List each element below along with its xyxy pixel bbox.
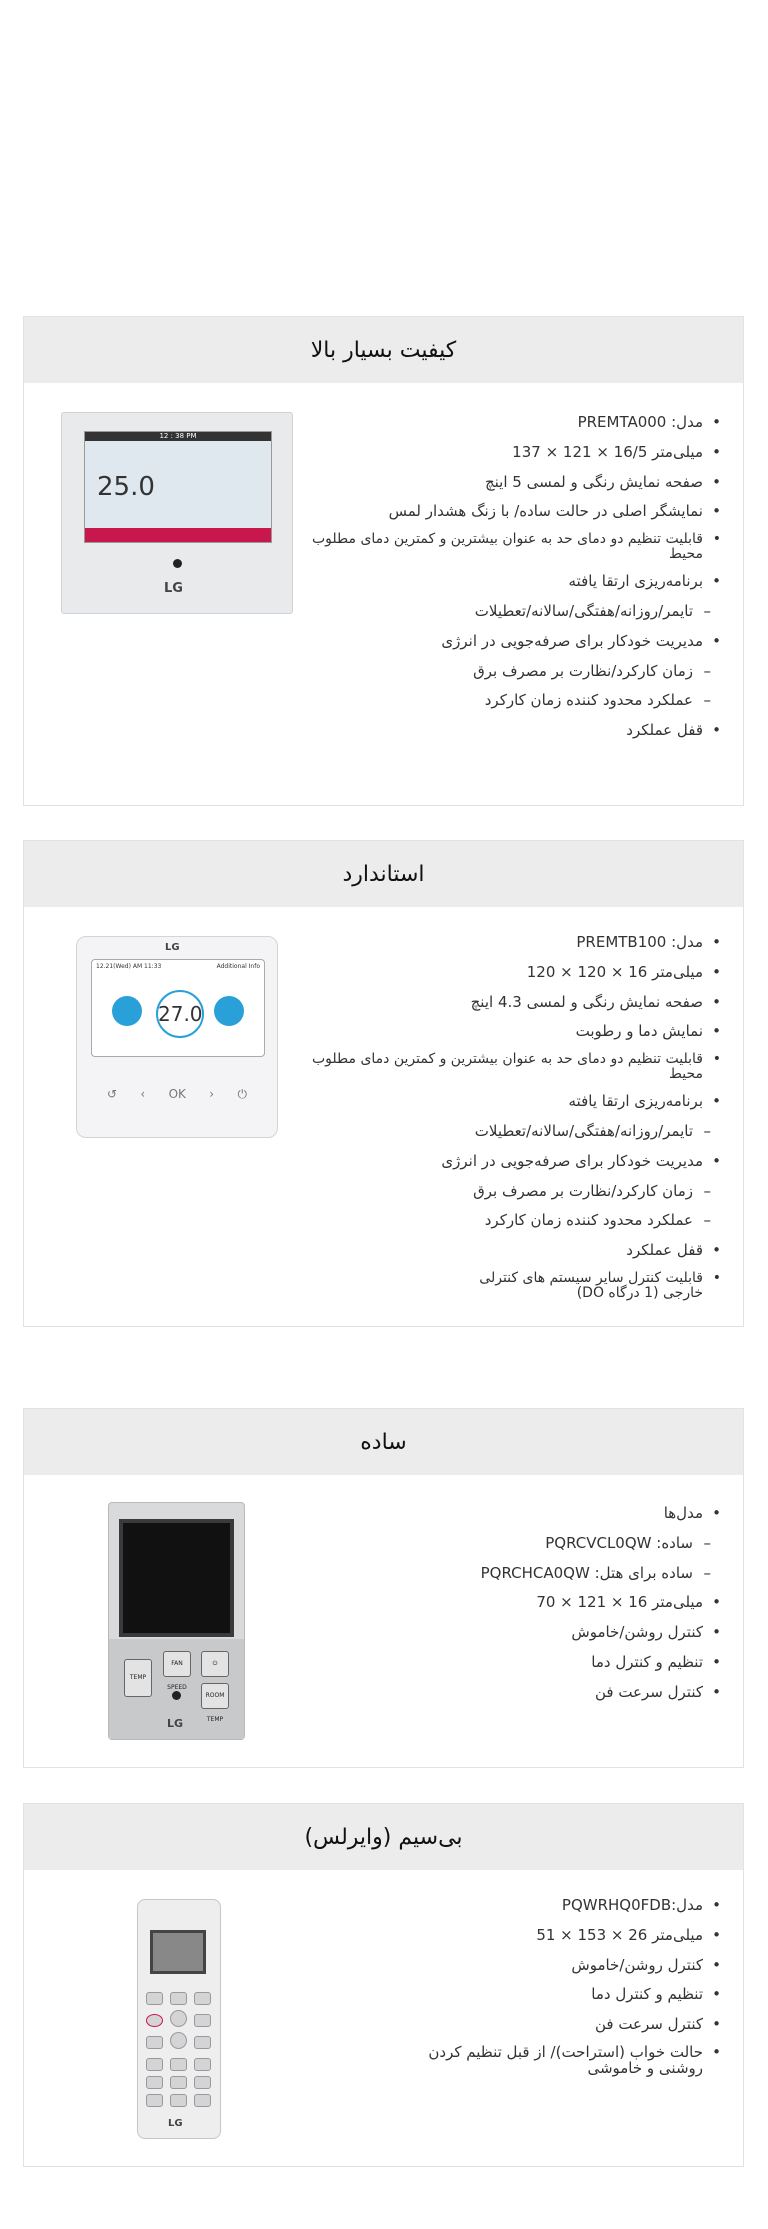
list-item: • نمایش دما و رطوبت (281, 1022, 721, 1041)
list-item: • نمایشگر اصلی در حالت ساده/ با زنگ هشدار لمس (301, 502, 721, 521)
list-item: • قفل عملکرد (301, 721, 721, 740)
lg-logo: LG (164, 581, 183, 596)
remote-key (146, 1992, 163, 2005)
list-item: • مدل: PREMTB100 (281, 933, 721, 952)
feature-list (301, 413, 721, 751)
screen-menu-bar (85, 528, 271, 542)
feature-list (401, 1504, 721, 1712)
list-item: – زمان کارکرد/نظارت بر مصرف برق (281, 1182, 721, 1201)
section-title: استاندارد (24, 841, 743, 907)
remote-key (170, 2010, 187, 2027)
power-icon: ⏻ (237, 1087, 247, 1101)
list-item: • صفحه نمایش رنگی و لمسی 5 اینچ (301, 473, 721, 492)
list-item: • کنترل روشن/خاموش (401, 1623, 721, 1642)
screen-temperature: 27.0 (156, 990, 204, 1038)
list-item: • تنظیم و کنترل دما (401, 1653, 721, 1672)
list-item: • میلی‌متر 16/5 × 121 × 137 (301, 443, 721, 462)
remote-key (170, 2094, 187, 2107)
snowflake-icon (112, 996, 142, 1026)
list-item: • میلی‌متر 16 × 120 × 120 (281, 963, 721, 982)
list-item: • میلی‌متر 16 × 121 × 70 (401, 1593, 721, 1612)
home-button (172, 1691, 181, 1700)
remote-key (170, 1992, 187, 2005)
remote-key (170, 2058, 187, 2071)
remote-screen (150, 1930, 206, 1974)
list-item: • برنامه‌ریزی ارتقا یافته (301, 572, 721, 591)
remote-key (146, 2094, 163, 2107)
room-temp-key: ROOM TEMP (201, 1683, 229, 1709)
controller-keypad (109, 1639, 244, 1739)
remote-key (146, 2036, 163, 2049)
screen-temperature: 25.0 (97, 472, 155, 502)
controller-nav-keys (107, 1087, 247, 1102)
list-item: • مدل:PQWRHQ0FDB (401, 1896, 721, 1915)
fan-icon (214, 996, 244, 1026)
list-item: – زمان کارکرد/نظارت بر مصرف برق (301, 662, 721, 681)
remote-key (194, 2094, 211, 2107)
lg-logo: LG (167, 1717, 184, 1730)
list-item: • صفحه نمایش رنگی و لمسی 4.3 اینچ (281, 993, 721, 1012)
feature-list (401, 1896, 721, 2087)
list-item: • مدیریت خودکار برای صرفه‌جویی در انرژی (301, 632, 721, 651)
screen-date: 12.21(Wed) AM 11:33 (96, 963, 162, 970)
list-item: – تایمر/روزانه/هفتگی/سالانه/تعطیلات (301, 602, 721, 621)
section-title: ساده (24, 1409, 743, 1475)
list-item: • مدیریت خودکار برای صرفه‌جویی در انرژی (281, 1152, 721, 1171)
premium-controller-image (61, 412, 293, 614)
home-button (173, 559, 182, 568)
standard-controller-image (76, 936, 278, 1138)
section-simple (23, 1408, 744, 1768)
remote-key (146, 2076, 163, 2089)
list-item: • میلی‌متر 26 × 153 × 51 (401, 1926, 721, 1945)
remote-key (194, 2058, 211, 2071)
temp-key: TEMP (124, 1659, 152, 1697)
controller-screen (84, 431, 272, 543)
back-icon: ↺ (107, 1087, 118, 1101)
list-item: – ساده برای هتل: PQRCHCA0QW (401, 1564, 721, 1583)
list-item: – ساده: PQRCVCL0QW (401, 1534, 721, 1553)
screen-info: Additional Info (216, 963, 260, 970)
list-item: • حالت خواب (استراحت)/ از قبل تنظیم کردن روشنی و خاموشی (423, 2045, 721, 2077)
list-item: • قفل عملکرد (281, 1241, 721, 1260)
remote-key (146, 2058, 163, 2071)
section-premium (23, 316, 744, 806)
list-item: • کنترل سرعت فن (401, 1683, 721, 1702)
list-item: – عملکرد محدود کننده زمان کارکرد (301, 691, 721, 710)
list-item: • قابلیت تنظیم دو دمای حد به عنوان بیشترین و کمترین دمای مطلوب محیط (301, 532, 721, 561)
list-item: • مدل: PREMTA000 (301, 413, 721, 432)
list-item: • قابلیت تنظیم دو دمای حد به عنوان بیشترین و کمترین دمای مطلوب محیط (281, 1052, 721, 1081)
remote-key (194, 2036, 211, 2049)
chevron-left-icon: ‹ (140, 1087, 146, 1101)
screen-time: 12 : 38 PM (85, 432, 271, 441)
chevron-right-icon: › (209, 1087, 215, 1101)
feature-list (281, 933, 721, 1311)
remote-key (170, 2076, 187, 2089)
remote-key (194, 1992, 211, 2005)
list-item: • قابلیت کنترل سایر سیستم های کنترلی خارجی (1 درگاه DO) (453, 1271, 721, 1300)
list-item: • کنترل روشن/خاموش (401, 1956, 721, 1975)
lg-logo: LG (165, 942, 180, 953)
ok-key: OK (168, 1087, 186, 1101)
fan-speed-key: FAN SPEED (163, 1651, 191, 1677)
section-title: کیفیت بسیار بالا (24, 317, 743, 383)
remote-key (194, 2014, 211, 2027)
lg-logo: LG (168, 2118, 183, 2129)
wireless-remote-image (137, 1899, 221, 2139)
section-standard (23, 840, 744, 1327)
section-wireless (23, 1803, 744, 2167)
list-item: – تایمر/روزانه/هفتگی/سالانه/تعطیلات (281, 1122, 721, 1141)
simple-controller-image (108, 1502, 245, 1740)
section-title: بی‌سیم (وایرلس) (24, 1804, 743, 1870)
power-icon: ⏻ (201, 1651, 229, 1677)
list-item: • مدل‌ها (401, 1504, 721, 1523)
controller-screen (119, 1519, 234, 1637)
list-item: • تنظیم و کنترل دما (401, 1985, 721, 2004)
list-item: • کنترل سرعت فن (401, 2015, 721, 2034)
remote-key (170, 2032, 187, 2049)
controller-screen (91, 959, 265, 1057)
list-item: • برنامه‌ریزی ارتقا یافته (281, 1092, 721, 1111)
remote-key (194, 2076, 211, 2089)
list-item: – عملکرد محدود کننده زمان کارکرد (281, 1211, 721, 1230)
power-icon (146, 2014, 163, 2027)
